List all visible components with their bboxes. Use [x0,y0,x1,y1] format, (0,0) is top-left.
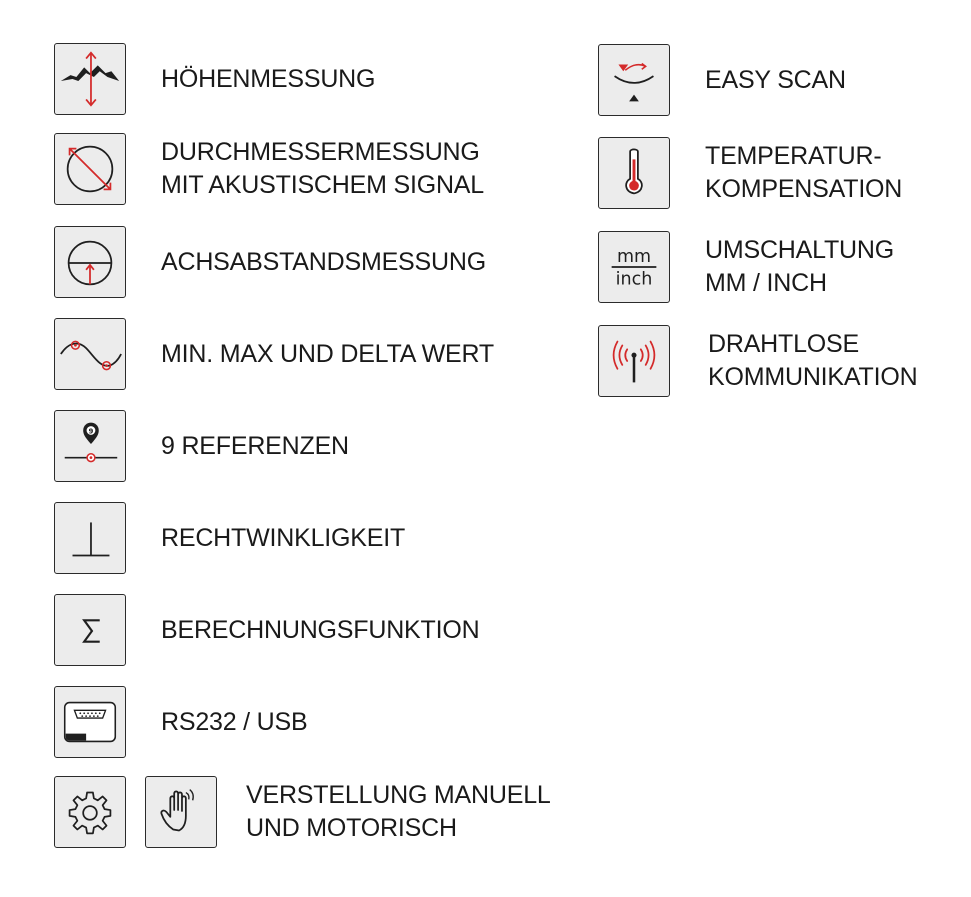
wave-icon [54,318,126,390]
feature-mm-inch-switch [598,231,894,303]
sigma-icon [54,594,126,666]
inch-unit-label: inch [615,269,653,290]
feature-rs232-usb [54,686,307,758]
feature-label: 9 REFERENZEN [161,431,349,460]
feature-temperature-compensation [598,137,902,209]
mm-unit-label: mm [616,247,652,268]
serial-port-icon [54,686,126,758]
feature-diameter-measurement [54,133,484,205]
crosshair-icon [54,226,126,298]
svg-text:9: 9 [88,427,94,436]
gear-icon [54,776,126,848]
mm-inch-icon [598,231,670,303]
feature-min-max-delta [54,318,494,390]
thermometer-icon [598,137,670,209]
feature-label: VERSTELLUNG MANUELL UND MOTORISCH [246,781,551,842]
feature-label: EASY SCAN [705,65,846,94]
feature-label: BERECHNUNGSFUNKTION [161,615,480,644]
mountain-height-icon [54,43,126,115]
feature-calculation [54,594,479,666]
feature-label: RECHTWINKLIGKEIT [161,523,406,552]
feature-label: HÖHENMESSUNG [161,64,376,93]
feature-label: UMSCHALTUNG MM / INCH [705,236,895,297]
feature-label: MIN. MAX UND DELTA WERT [161,339,494,368]
location-pin-icon [54,410,126,482]
feature-perpendicularity [54,502,405,574]
perpendicular-icon [54,502,126,574]
feature-easy-scan [598,44,846,116]
feature-label: TEMPERATUR- KOMPENSATION [705,142,903,203]
feature-label: DRAHTLOSE KOMMUNIKATION [708,330,918,391]
hand-icon [145,776,217,848]
feature-references [54,410,349,482]
wireless-antenna-icon [598,325,670,397]
feature-label: DURCHMESSERMESSUNG MIT AKUSTISCHEM SIGNAL [161,138,484,199]
feature-label: RS232 / USB [161,707,308,736]
feature-label: ACHSABSTANDSMESSUNG [161,247,486,276]
diameter-icon [54,133,126,205]
easy-scan-icon [598,44,670,116]
feature-adjustment [54,776,551,848]
feature-wireless [598,325,917,397]
feature-axis-distance [54,226,486,298]
feature-height-measurement [54,43,375,115]
